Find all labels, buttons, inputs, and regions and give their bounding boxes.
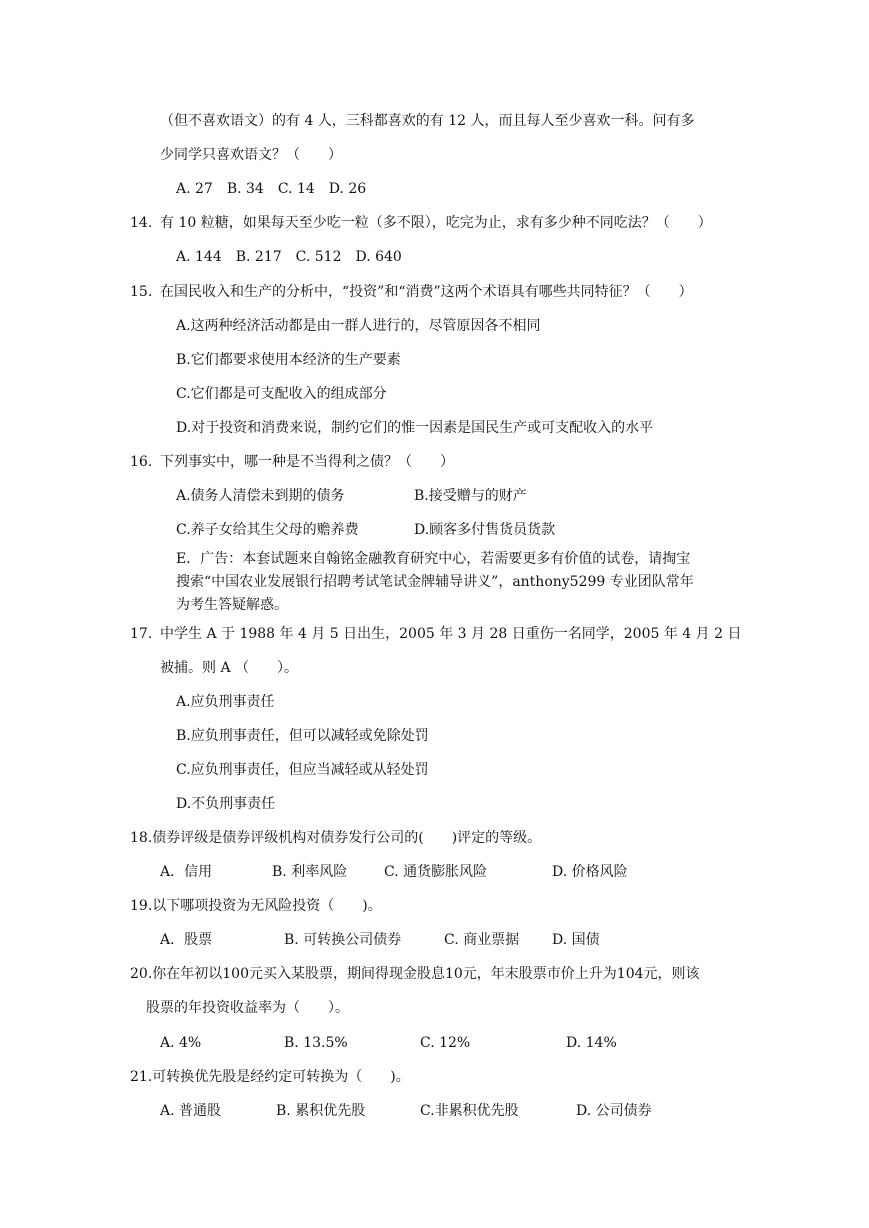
q21-stem: 21.可转换优先股是经约定可转换为（ )。 xyxy=(130,1069,410,1085)
q17-option-b: B.应负刑事责任，但可以减轻或免除处罚 xyxy=(176,728,429,744)
q15-stem: 在国民收入和生产的分析中，“投资”和“消费”这两个术语具有哪些共同特征？（ ） xyxy=(160,284,693,300)
q15-number: 15. xyxy=(130,284,153,300)
q18-option-d: D. 价格风险 xyxy=(552,864,628,880)
q14-stem: 有 10 粒糖，如果每天至少吃一粒（多不限），吃完为止，求有多少种不同吃法？（ ） xyxy=(160,215,712,231)
q19-stem: 19.以下哪项投资为无风险投资（ )。 xyxy=(130,898,382,914)
q20-option-b: B. 13.5% xyxy=(284,1035,348,1051)
q14-options: A. 144 B. 217 C. 512 D. 640 xyxy=(176,249,402,265)
q15-option-a: A.这两种经济活动都是由一群人进行的，尽管原因各不相同 xyxy=(176,318,541,334)
q17-option-a: A.应负刑事责任 xyxy=(176,694,275,710)
q16-option-c: C.养子女给其生父母的赡养费 xyxy=(176,522,359,538)
q15-option-d: D.对于投资和消费来说，制约它们的惟一因素是国民生产或可支配收入的水平 xyxy=(176,420,654,436)
q21-option-d: D. 公司债券 xyxy=(576,1103,652,1119)
q19-option-c: C. 商业票据 xyxy=(444,932,520,948)
q13-options: A. 27 B. 34 C. 14 D. 26 xyxy=(176,181,367,197)
q21-option-c: C.非累积优先股 xyxy=(420,1103,519,1119)
q20-option-c: C. 12% xyxy=(420,1035,471,1051)
q17-option-d: D.不负刑事责任 xyxy=(176,796,276,812)
q14-number: 14. xyxy=(130,215,153,231)
q13-continuation-line-2: 少同学只喜欢语文？（ ） xyxy=(160,147,342,163)
q16-ad-line-1: E．广告：本套试题来自翰铭金融教育研究中心，若需要更多有价值的试卷，请掏宝 xyxy=(176,551,691,567)
q20-option-a: A. 4% xyxy=(160,1035,202,1051)
q18-stem: 18.债券评级是债券评级机构对债券发行公司的( )评定的等级。 xyxy=(130,830,542,846)
q17-number: 17. xyxy=(130,626,153,642)
q17-stem-line-2: 被捕。则 A （ ）。 xyxy=(160,660,299,676)
q17-option-c: C.应负刑事责任，但应当减轻或从轻处罚 xyxy=(176,762,429,778)
q16-number: 16. xyxy=(130,454,153,470)
q21-option-a: A. 普通股 xyxy=(160,1103,222,1119)
q17-stem-line-1: 中学生 A 于 1988 年 4 月 5 日出生，2005 年 3 月 28 日重伤一名同学，2005 年 4 月 2 日 xyxy=(160,626,742,642)
q16-stem: 下列事实中，哪一种是不当得利之债？（ ） xyxy=(160,454,454,470)
q16-option-b: B.接受赠与的财产 xyxy=(414,488,527,504)
q18-option-c: C. 通货膨胀风险 xyxy=(384,864,488,880)
q16-option-d: D.顾客多付售货员货款 xyxy=(414,522,556,538)
q13-continuation-line-1: （但不喜欢语文）的有 4 人，三科都喜欢的有 12 人，而且每人至少喜欢一科。问有多 xyxy=(160,113,695,129)
q18-option-a: A．信用 xyxy=(160,864,213,880)
q21-option-b: B. 累积优先股 xyxy=(276,1103,366,1119)
q15-option-b: B.它们都要求使用本经济的生产要素 xyxy=(176,352,401,368)
q19-option-a: A．股票 xyxy=(160,932,213,948)
q19-option-d: D. 国债 xyxy=(552,932,600,948)
q16-ad-line-3: 为考生答疑解惑。 xyxy=(176,597,288,613)
q15-option-c: C.它们都是可支配收入的组成部分 xyxy=(176,386,387,402)
q16-option-a: A.债务人清偿未到期的债务 xyxy=(176,488,345,504)
q20-stem-line-1: 20.你在年初以100元买入某股票，期间得现金股息10元，年末股票市价上升为104元，则该 xyxy=(130,966,700,982)
q19-option-b: B. 可转换公司债券 xyxy=(284,932,402,948)
q20-option-d: D. 14% xyxy=(566,1035,617,1051)
q16-ad-line-2: 搜索“中国农业发展银行招聘考试笔试金牌辅导讲义”，anthony5299 专业团队常年 xyxy=(176,574,694,590)
q20-stem-line-2: 股票的年投资收益率为（ ）。 xyxy=(146,1000,349,1016)
q18-option-b: B. 利率风险 xyxy=(272,864,348,880)
